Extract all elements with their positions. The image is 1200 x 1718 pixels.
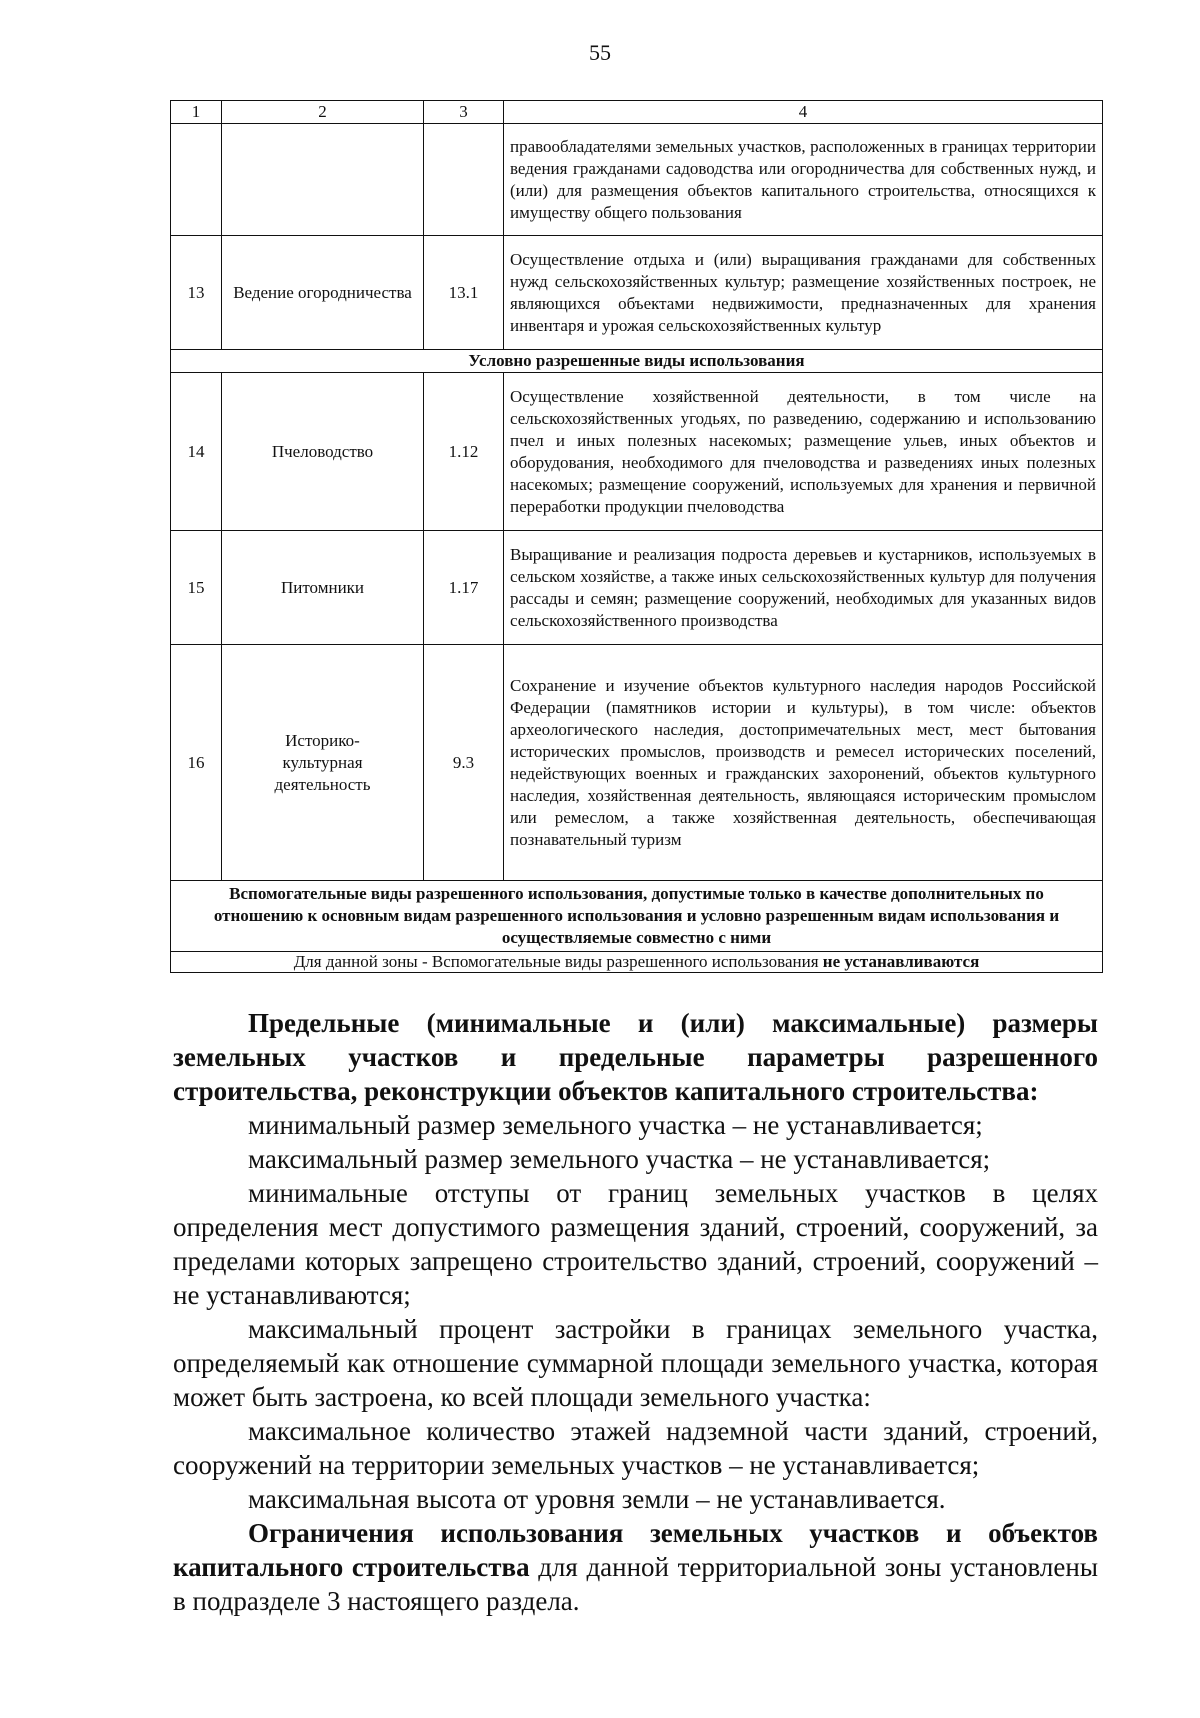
paragraph-max-size: максимальный размер земельного участка – не устанавливается; <box>248 1144 991 1174</box>
table-row <box>171 531 1103 645</box>
continuation-description: правообладателями земельных участков, расположенных в границах территории ведения гражданами садоводства или огородничества для собственных нужд, и (или) для размещения объектов капитального строительства, относящихся к имуществу общего пользования <box>504 124 1103 236</box>
row-number: 14 <box>171 373 222 531</box>
column-header-1: 1 <box>171 101 222 124</box>
column-header-3: 3 <box>424 101 504 124</box>
paragraph-setbacks: минимальные отступы от границ земельных участков в целях определения мест допустимого размещения зданий, строений, сооружений, за пределами которых запрещено строительство зданий, строений, сооружений – не устанавливаются; <box>173 1178 1098 1310</box>
auxiliary-note <box>171 952 1103 973</box>
note-emphasis: не устанавливаются <box>822 952 980 971</box>
row-number: 13 <box>171 236 222 350</box>
section-auxiliary-heading: Вспомогательные виды разрешенного использования, допустимые только в качестве дополнительных по отношению к основным видам разрешенного использования и условно разрешенным видам использования и осуществляемые совместно с ними <box>171 881 1103 952</box>
paragraph-restrictions <box>173 1516 1098 1618</box>
use-name: Историко-культурная деятельность <box>222 645 424 881</box>
note-row <box>171 952 1103 973</box>
use-name: Ведение огородничества <box>222 236 424 350</box>
table-row <box>171 373 1103 531</box>
paragraph-min-size: минимальный размер земельного участка – не устанавливается; <box>248 1110 983 1140</box>
use-code: 1.17 <box>424 531 504 645</box>
use-code: 13.1 <box>424 236 504 350</box>
table-header-row <box>171 101 1103 124</box>
use-name: Питомники <box>222 531 424 645</box>
table-row <box>171 124 1103 236</box>
empty-cell <box>171 124 222 236</box>
empty-cell <box>222 124 424 236</box>
use-code: 9.3 <box>424 645 504 881</box>
paragraph-coverage: максимальный процент застройки в границах земельного участка, определяемый как отношение суммарной площади земельного участка, которая может быть застроена, ко всей площади земельного участка: <box>173 1314 1098 1412</box>
section-heading-row <box>171 350 1103 373</box>
page-number: 55 <box>589 40 611 65</box>
restrictions-bold: Ограничения использования земельных участков и объектов капитального строительства <box>173 1518 1098 1582</box>
use-name: Пчеловодство <box>222 373 424 531</box>
restrictions-rest: для данной территориальной зоны установлены в подразделе 3 настоящего раздела. <box>173 1552 1098 1616</box>
row-number: 15 <box>171 531 222 645</box>
row-number: 16 <box>171 645 222 881</box>
paragraph-floors: максимальное количество этажей надземной части зданий, строений, сооружений на территории земельных участков – не устанавливается; <box>173 1416 1098 1480</box>
parameters-heading: Предельные (минимальные и (или) максимальные) размеры земельных участков и предельные параметры разрешенного строительства, реконструкции объектов капитального строительства: <box>173 1008 1098 1106</box>
paragraph-height: максимальная высота от уровня земли – не устанавливается. <box>248 1484 946 1514</box>
column-header-2: 2 <box>222 101 424 124</box>
section-conditional-heading: Условно разрешенные виды использования <box>171 350 1103 373</box>
permitted-use-table <box>170 100 1103 973</box>
table-row <box>171 236 1103 350</box>
parameters-section <box>173 1006 1098 1618</box>
use-description: Осуществление хозяйственной деятельности, в том числе на сельскохозяйственных угодьях, по разведению, содержанию и использованию пчел и иных полезных насекомых; размещение ульев, иных объектов и оборудования, необходимого для пчеловодства и разведениях иных полезных насекомых; размещение сооружений, используемых для хранения и первичной переработки продукции пчеловодства <box>504 373 1103 531</box>
column-header-4: 4 <box>504 101 1103 124</box>
use-code: 1.12 <box>424 373 504 531</box>
section-heading-row <box>171 881 1103 952</box>
use-description: Сохранение и изучение объектов культурного наследия народов Российской Федерации (памятников истории и культуры), в том числе: объектов археологического наследия, достопримечательных мест, мест бытования исторических промыслов, производств и ремесел исторических поселений, недействующих военных и гражданских захоронений, объектов культурного наследия, хозяйственная деятельность, являющаяся историческим промыслом или ремеслом, а также хозяйственная деятельность, обеспечивающая познавательный туризм <box>504 645 1103 881</box>
note-prefix: Для данной зоны - Вспомогательные виды разрешенного использования <box>293 952 819 971</box>
table-row <box>171 645 1103 881</box>
use-description: Осуществление отдыха и (или) выращивания гражданами для собственных нужд сельскохозяйственных культур; размещение хозяйственных построек, не являющихся объектами недвижимости, предназначенных для хранения инвентаря и урожая сельскохозяйственных культур <box>504 236 1103 350</box>
use-description: Выращивание и реализация подроста деревьев и кустарников, используемых в сельском хозяйстве, а также иных сельскохозяйственных культур для получения рассады и семян; размещение сооружений, необходимых для указанных видов сельскохозяйственного производства <box>504 531 1103 645</box>
empty-cell <box>424 124 504 236</box>
